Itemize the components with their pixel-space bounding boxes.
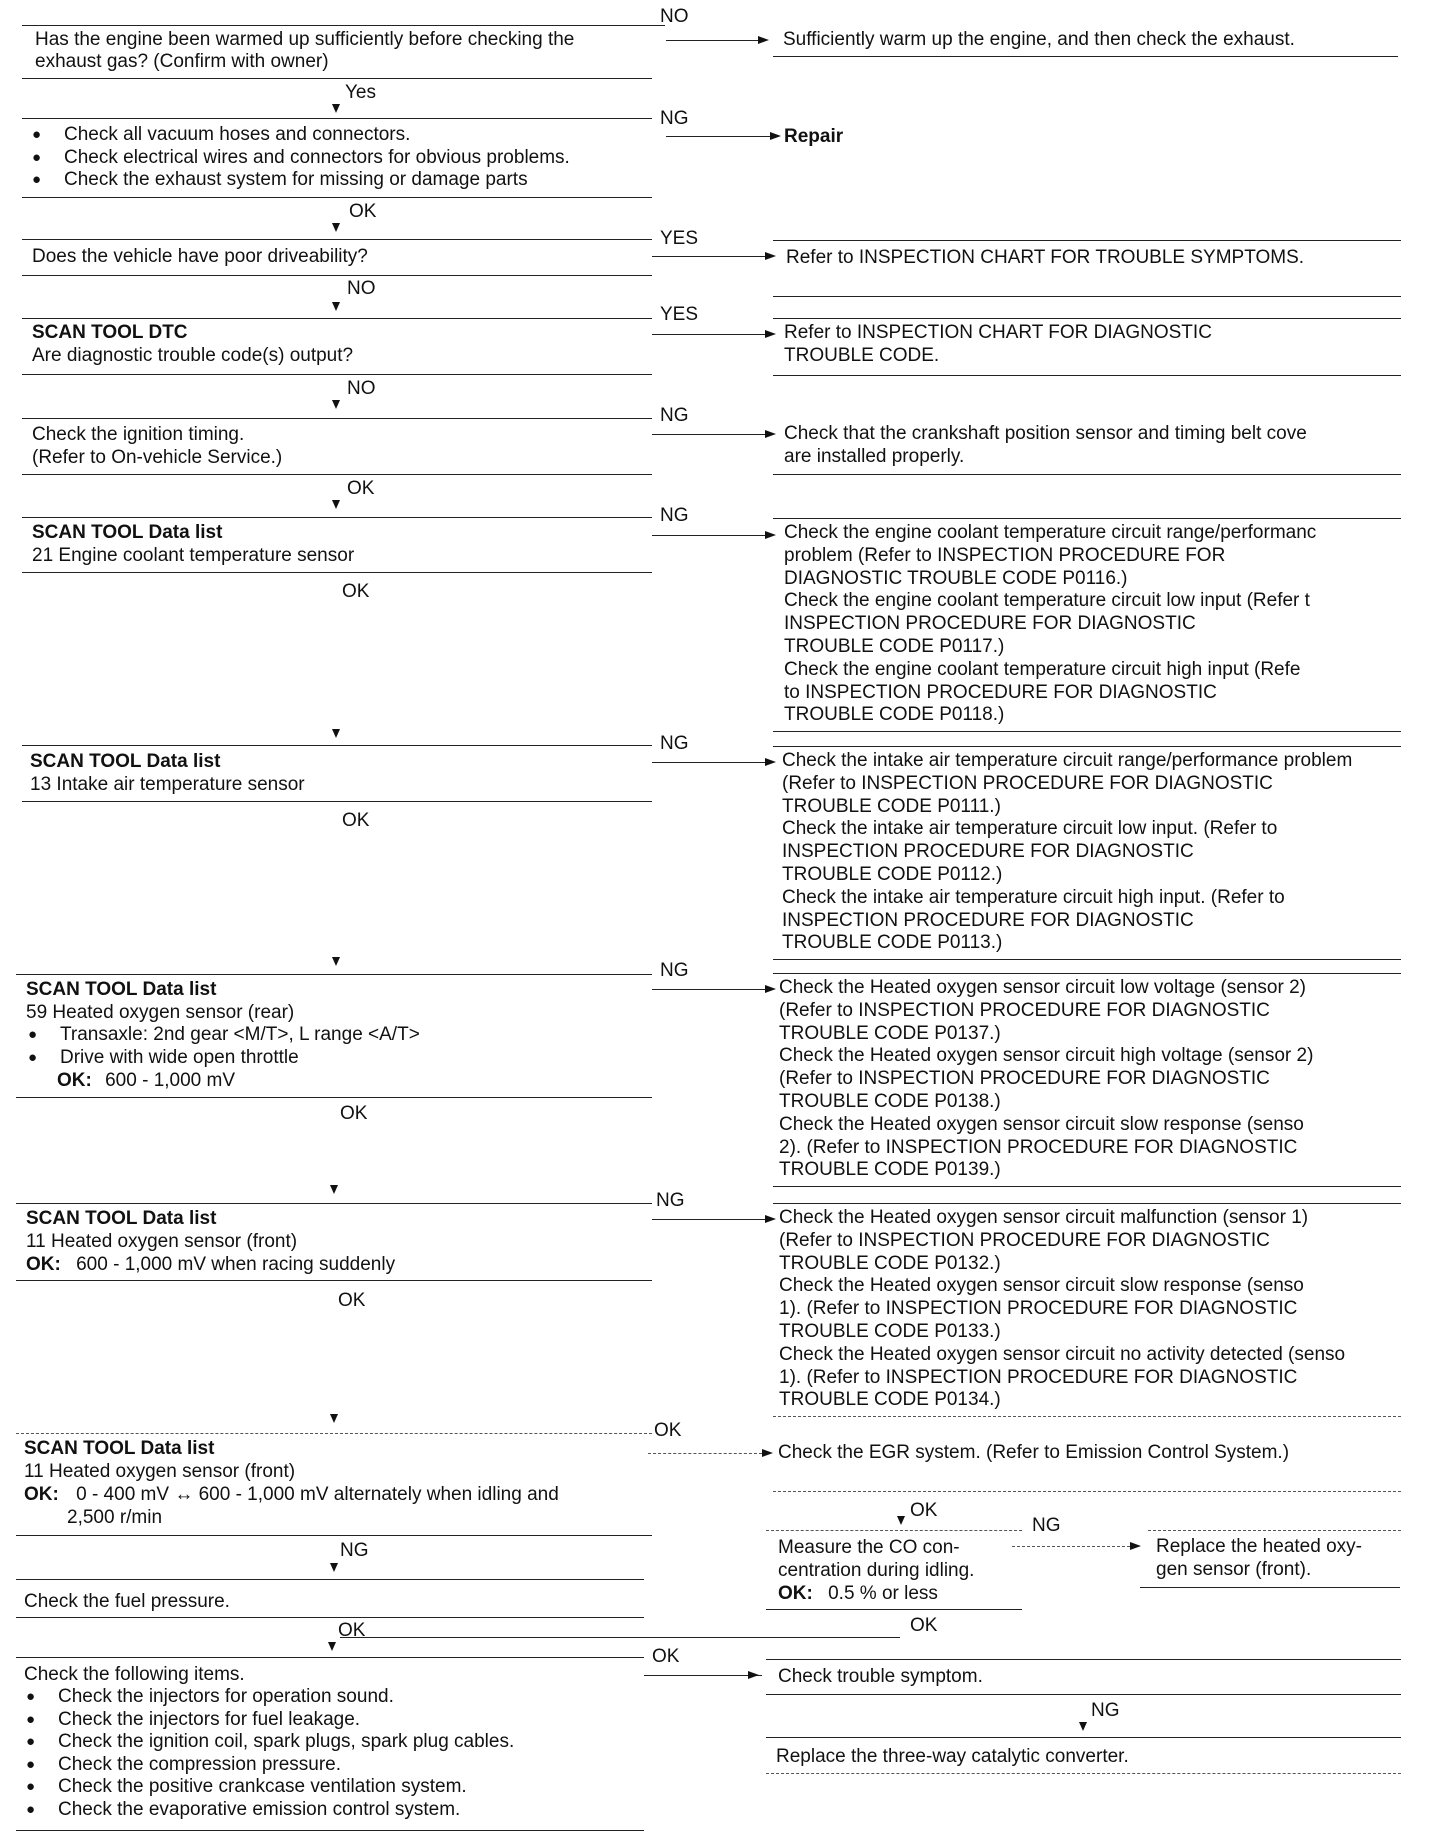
arrow-head — [765, 1215, 776, 1223]
result-line-text: Check the Heated oxygen sensor circuit slow response (senso — [779, 1275, 1304, 1297]
merge-line — [340, 1637, 900, 1638]
step12-text: Check the fuel pressure. — [24, 1591, 230, 1612]
step8-subtitle: 59 Heated oxygen sensor (rear) — [26, 1002, 295, 1023]
ok-value: 600 - 1,000 mV when racing suddenly — [76, 1254, 396, 1275]
result-line-text: 2). (Refer to INSPECTION PROCEDURE FOR DIAGNOSTIC — [779, 1136, 1298, 1158]
box-bottom-line — [766, 1773, 1401, 1774]
box-bottom-line — [16, 1535, 652, 1536]
step4-question: Are diagnostic trouble code(s) output? — [32, 345, 354, 366]
arrow-line — [652, 434, 765, 435]
arrow-line — [666, 40, 758, 41]
box-top-line — [16, 1657, 644, 1658]
arrow-line — [652, 334, 765, 335]
result-line — [773, 1186, 1401, 1187]
step11-line2: centration during idling. — [778, 1560, 975, 1581]
arrow-line — [652, 256, 765, 257]
list-item: ● Check the positive crankcase ventilation system. — [24, 1776, 514, 1799]
branch-ng-label: NG — [660, 960, 689, 981]
flow-arrow-down — [332, 223, 340, 232]
result-line-text: TROUBLE CODE P0113.) — [782, 932, 1003, 954]
result-line — [773, 973, 1401, 974]
list-item: ● Check the injectors for fuel leakage. — [24, 1709, 514, 1732]
step9-ok-criteria — [26, 1253, 395, 1276]
result-line-text: TROUBLE CODE P0118.) — [784, 704, 1005, 726]
result-line — [773, 1203, 1401, 1204]
arrow-head — [765, 252, 776, 260]
result-line — [773, 518, 1401, 519]
branch-ng-label: NG — [656, 1190, 685, 1211]
step7-subtitle: 13 Intake air temperature sensor — [30, 774, 305, 795]
result-line-text: INSPECTION PROCEDURE FOR DIAGNOSTIC — [782, 841, 1194, 863]
step11-ok-criteria — [778, 1582, 938, 1605]
arrow-head — [1130, 1542, 1141, 1550]
branch-ng-label: NG — [1091, 1700, 1120, 1721]
list-item: ● Check electrical wires and connectors for obvious problems. — [30, 147, 570, 170]
box-bottom-line — [16, 1617, 644, 1618]
step9-title: SCAN TOOL Data list — [26, 1208, 217, 1229]
result-line-text: INSPECTION PROCEDURE FOR DIAGNOSTIC — [782, 909, 1194, 931]
step7-result — [782, 750, 1404, 955]
box-bottom-line — [22, 474, 652, 475]
result-line-text: Check the intake air temperature circuit low input. (Refer to — [782, 818, 1278, 840]
box-top-line — [16, 1203, 652, 1204]
ok-label: OK: — [57, 1070, 92, 1091]
branch-yes-label: YES — [660, 228, 699, 249]
step2-result: Repair — [784, 126, 844, 147]
step10-ok-criteria-cont: 2,500 r/min — [67, 1507, 163, 1528]
arrow-line — [644, 1675, 762, 1676]
result-line-text: TROUBLE CODE P0138.) — [779, 1090, 1001, 1112]
step3-question: Does the vehicle have poor driveability? — [32, 246, 368, 267]
arrow-head — [770, 132, 781, 140]
step1-line1: Has the engine been warmed up sufficiently before checking the — [35, 29, 575, 50]
result-line — [773, 56, 1398, 57]
branch-ok-label: OK — [910, 1615, 938, 1636]
result-line-text: TROUBLE CODE P0132.) — [779, 1252, 1001, 1274]
step1-line2: exhaust gas? (Confirm with owner) — [35, 51, 329, 72]
step10-result: Check the EGR system. (Refer to Emission Control System.) — [778, 1442, 1290, 1463]
step5-result — [784, 423, 1404, 469]
branch-ok-label: OK — [349, 201, 377, 222]
box-bottom-line — [16, 1830, 644, 1831]
box-bottom-line — [22, 78, 652, 79]
branch-ng-label: NG — [660, 505, 689, 526]
branch-ng-label: NG — [1032, 1515, 1061, 1536]
result-line — [773, 959, 1401, 960]
result-line — [773, 240, 1401, 241]
step4-title: SCAN TOOL DTC — [32, 322, 188, 343]
box-bottom-line — [22, 801, 652, 802]
result-line-text: problem (Refer to INSPECTION PROCEDURE FOR — [784, 544, 1226, 566]
branch-ok-label: OK — [338, 1290, 366, 1311]
result-line-text: (Refer to INSPECTION PROCEDURE FOR DIAGNOSTIC — [782, 772, 1273, 794]
step14-text: Check trouble symptom. — [778, 1666, 983, 1687]
arrow-head — [762, 1449, 773, 1457]
branch-ok-label: OK — [342, 581, 370, 602]
box-top-line — [766, 1659, 1401, 1660]
arrow-line — [666, 136, 770, 137]
ok-value: 600 - 1,000 mV — [105, 1070, 236, 1091]
result-line — [773, 318, 1401, 319]
list-item: ● Transaxle: 2nd gear <M/T>, L range <A/T> — [26, 1024, 420, 1047]
arrow-head — [765, 985, 776, 993]
arrow-line — [652, 762, 765, 763]
step9-result — [779, 1207, 1404, 1412]
arrow-line — [652, 1219, 765, 1220]
step5-line1: Check the ignition timing. — [32, 424, 245, 445]
result-line — [773, 474, 1401, 475]
result-line-text: Check the Heated oxygen sensor circuit low voltage (sensor 2) — [779, 977, 1306, 998]
step5-line2: (Refer to On-vehicle Service.) — [32, 447, 283, 468]
result-line — [773, 1416, 1401, 1417]
step3-result: Refer to INSPECTION CHART FOR TROUBLE SYMPTOMS. — [786, 247, 1305, 268]
result-line-text: to INSPECTION PROCEDURE FOR DIAGNOSTIC — [784, 681, 1217, 703]
step6-subtitle: 21 Engine coolant temperature sensor — [32, 545, 355, 566]
step10-ok-criteria — [24, 1483, 559, 1506]
list-item: ● Check the ignition coil, spark plugs, spark plug cables. — [24, 1731, 514, 1754]
result-line-text: Check the intake air temperature circuit high input. (Refer to — [782, 886, 1285, 908]
branch-yes-label: Yes — [345, 82, 376, 103]
ok-label: OK: — [778, 1583, 813, 1604]
arrow-head — [748, 1671, 759, 1679]
arrow-head — [765, 531, 776, 539]
branch-no-label: NO — [347, 378, 376, 399]
step8-ok-criteria — [57, 1069, 235, 1092]
step1-result: Sufficiently warm up the engine, and then check the exhaust. — [783, 29, 1295, 50]
flow-arrow-down — [328, 1642, 336, 1651]
result-line-text: (Refer to INSPECTION PROCEDURE FOR DIAGNOSTIC — [779, 999, 1270, 1021]
ok-label: OK: — [24, 1484, 59, 1505]
result-line-text: TROUBLE CODE P0137.) — [779, 1022, 1001, 1044]
step15-text: Replace the three-way catalytic converter. — [776, 1746, 1129, 1767]
result-line-text: INSPECTION PROCEDURE FOR DIAGNOSTIC — [784, 613, 1196, 635]
flow-arrow-down — [332, 302, 340, 311]
flow-arrow-down — [332, 400, 340, 409]
box-bottom-line — [766, 1609, 1022, 1610]
step11-result — [1156, 1536, 1406, 1582]
flow-arrow-down — [332, 500, 340, 509]
branch-ng-label: NG — [660, 405, 689, 426]
result-line-text: Replace the heated oxy- — [1156, 1536, 1362, 1557]
result-line-text: Check the engine coolant temperature circuit range/performanc — [784, 522, 1317, 543]
result-line-text: (Refer to INSPECTION PROCEDURE FOR DIAGNOSTIC — [779, 1068, 1270, 1090]
branch-ok-label: OK — [338, 1620, 366, 1641]
flow-arrow-down — [332, 104, 340, 113]
result-line — [1148, 1530, 1401, 1531]
result-line — [773, 296, 1401, 297]
flow-arrow-down — [332, 729, 340, 738]
result-line-text: Check the Heated oxygen sensor circuit no activity detected (senso — [779, 1343, 1346, 1365]
result-line-text: TROUBLE CODE P0134.) — [779, 1389, 1001, 1411]
branch-ng-label: NG — [660, 108, 689, 129]
result-line-text: TROUBLE CODE P0112.) — [782, 863, 1003, 885]
list-item: ● Check the injectors for operation sound. — [24, 1686, 514, 1709]
result-line-text: TROUBLE CODE P0117.) — [784, 635, 1005, 657]
step7-title: SCAN TOOL Data list — [30, 751, 221, 772]
list-item: ● Check all vacuum hoses and connectors. — [30, 124, 570, 147]
box-top-line — [16, 974, 652, 975]
step10-subtitle: 11 Heated oxygen sensor (front) — [24, 1461, 296, 1482]
branch-ok-label: OK — [347, 478, 375, 499]
result-line-text: Check that the crankshaft position sensor and timing belt cove — [784, 423, 1307, 444]
step8-conditions — [26, 1024, 420, 1069]
arrow-line — [652, 535, 765, 536]
branch-ok-label: OK — [654, 1420, 682, 1441]
result-line-text: TROUBLE CODE P0139.) — [779, 1159, 1001, 1181]
box-bottom-line — [16, 1280, 652, 1281]
box-top-line — [22, 418, 652, 419]
step8-result — [779, 977, 1404, 1182]
result-line-text: Check the intake air temperature circuit range/performance problem — [782, 750, 1353, 771]
step13-checklist — [24, 1686, 514, 1821]
branch-yes-label: YES — [660, 304, 699, 325]
step6-title: SCAN TOOL Data list — [32, 522, 223, 543]
box-bottom-line — [16, 1097, 652, 1098]
box-top-line — [22, 745, 652, 746]
arrow-head — [765, 430, 776, 438]
ok-value: 0.5 % or less — [828, 1583, 938, 1604]
arrow-head — [765, 758, 776, 766]
box-bottom-line — [22, 572, 652, 573]
arrow-head — [765, 330, 776, 338]
list-item: ● Drive with wide open throttle — [26, 1047, 420, 1070]
box-top-line — [22, 118, 652, 119]
box-top-line — [22, 517, 652, 518]
branch-ng-label: NG — [660, 733, 689, 754]
result-line-text: Check the Heated oxygen sensor circuit malfunction (sensor 1) — [779, 1207, 1309, 1228]
box-bottom-line — [22, 197, 652, 198]
branch-ng-label: NG — [340, 1540, 369, 1561]
flow-arrow-down — [330, 1563, 338, 1572]
arrow-line — [652, 989, 765, 990]
list-item: ● Check the evaporative emission control system. — [24, 1799, 514, 1822]
result-line-text: TROUBLE CODE. — [784, 344, 940, 366]
branch-no-label: NO — [347, 278, 376, 299]
result-line-text: DIAGNOSTIC TROUBLE CODE P0116.) — [784, 567, 1128, 589]
branch-ok-label: OK — [340, 1103, 368, 1124]
arrow-head — [758, 36, 769, 44]
box-top-line — [22, 25, 665, 26]
box-top-line — [766, 1530, 1022, 1531]
box-bottom-line — [22, 374, 652, 375]
box-bottom-line — [22, 275, 652, 276]
arrow-line — [1012, 1546, 1130, 1547]
step4-result — [784, 322, 1404, 368]
ok-value: 0 - 400 mV ↔ 600 - 1,000 mV alternately when idling and — [76, 1484, 559, 1505]
result-line-text: Check the Heated oxygen sensor circuit slow response (senso — [779, 1113, 1304, 1135]
result-line-text: (Refer to INSPECTION PROCEDURE FOR DIAGNOSTIC — [779, 1229, 1270, 1251]
result-line-text: 1). (Refer to INSPECTION PROCEDURE FOR DIAGNOSTIC — [779, 1366, 1298, 1388]
result-line-text: Check the engine coolant temperature circuit low input (Refer t — [784, 590, 1310, 612]
branch-ok-label: OK — [652, 1646, 680, 1667]
step6-result — [784, 522, 1404, 727]
list-item: ● Check the exhaust system for missing or damage parts — [30, 169, 570, 192]
box-top-line — [22, 318, 652, 319]
result-line — [773, 375, 1401, 376]
ok-label: OK: — [26, 1254, 61, 1275]
result-line-text: gen sensor (front). — [1156, 1558, 1312, 1580]
branch-ok-label: OK — [910, 1500, 938, 1521]
box-top-line — [22, 239, 652, 240]
box-top-line — [16, 1433, 652, 1434]
step8-title: SCAN TOOL Data list — [26, 979, 217, 1000]
arrow-line — [648, 1453, 762, 1454]
flow-arrow-down — [897, 1516, 905, 1525]
step10-title: SCAN TOOL Data list — [24, 1438, 215, 1459]
box-top-line — [16, 1579, 644, 1580]
list-item: ● Check the compression pressure. — [24, 1754, 514, 1777]
flow-arrow-down — [330, 1414, 338, 1423]
box-top-line — [766, 1737, 1401, 1738]
result-line — [773, 1491, 1401, 1492]
result-line-text: Check the engine coolant temperature circuit high input (Refe — [784, 658, 1301, 680]
branch-no-label: NO — [660, 6, 689, 27]
result-line — [773, 746, 1401, 747]
result-line-text: 1). (Refer to INSPECTION PROCEDURE FOR DIAGNOSTIC — [779, 1298, 1298, 1320]
result-line-text: TROUBLE CODE P0133.) — [779, 1320, 1001, 1342]
flow-arrow-down — [1079, 1722, 1087, 1731]
result-line-text: TROUBLE CODE P0111.) — [782, 795, 1001, 817]
result-line — [773, 731, 1401, 732]
result-line-text: are installed properly. — [784, 445, 965, 467]
box-bottom-line — [766, 1694, 1401, 1695]
step2-checklist — [30, 124, 570, 192]
result-line-text: Refer to INSPECTION CHART FOR DIAGNOSTIC — [784, 322, 1212, 343]
flow-arrow-down — [332, 957, 340, 966]
branch-ok-label: OK — [342, 810, 370, 831]
result-line — [1140, 1587, 1400, 1588]
step9-subtitle: 11 Heated oxygen sensor (front) — [26, 1231, 298, 1252]
step13-intro: Check the following items. — [24, 1664, 245, 1685]
flow-arrow-down — [330, 1185, 338, 1194]
step11-line1: Measure the CO con- — [778, 1537, 960, 1558]
result-line-text: Check the Heated oxygen sensor circuit high voltage (sensor 2) — [779, 1045, 1314, 1067]
